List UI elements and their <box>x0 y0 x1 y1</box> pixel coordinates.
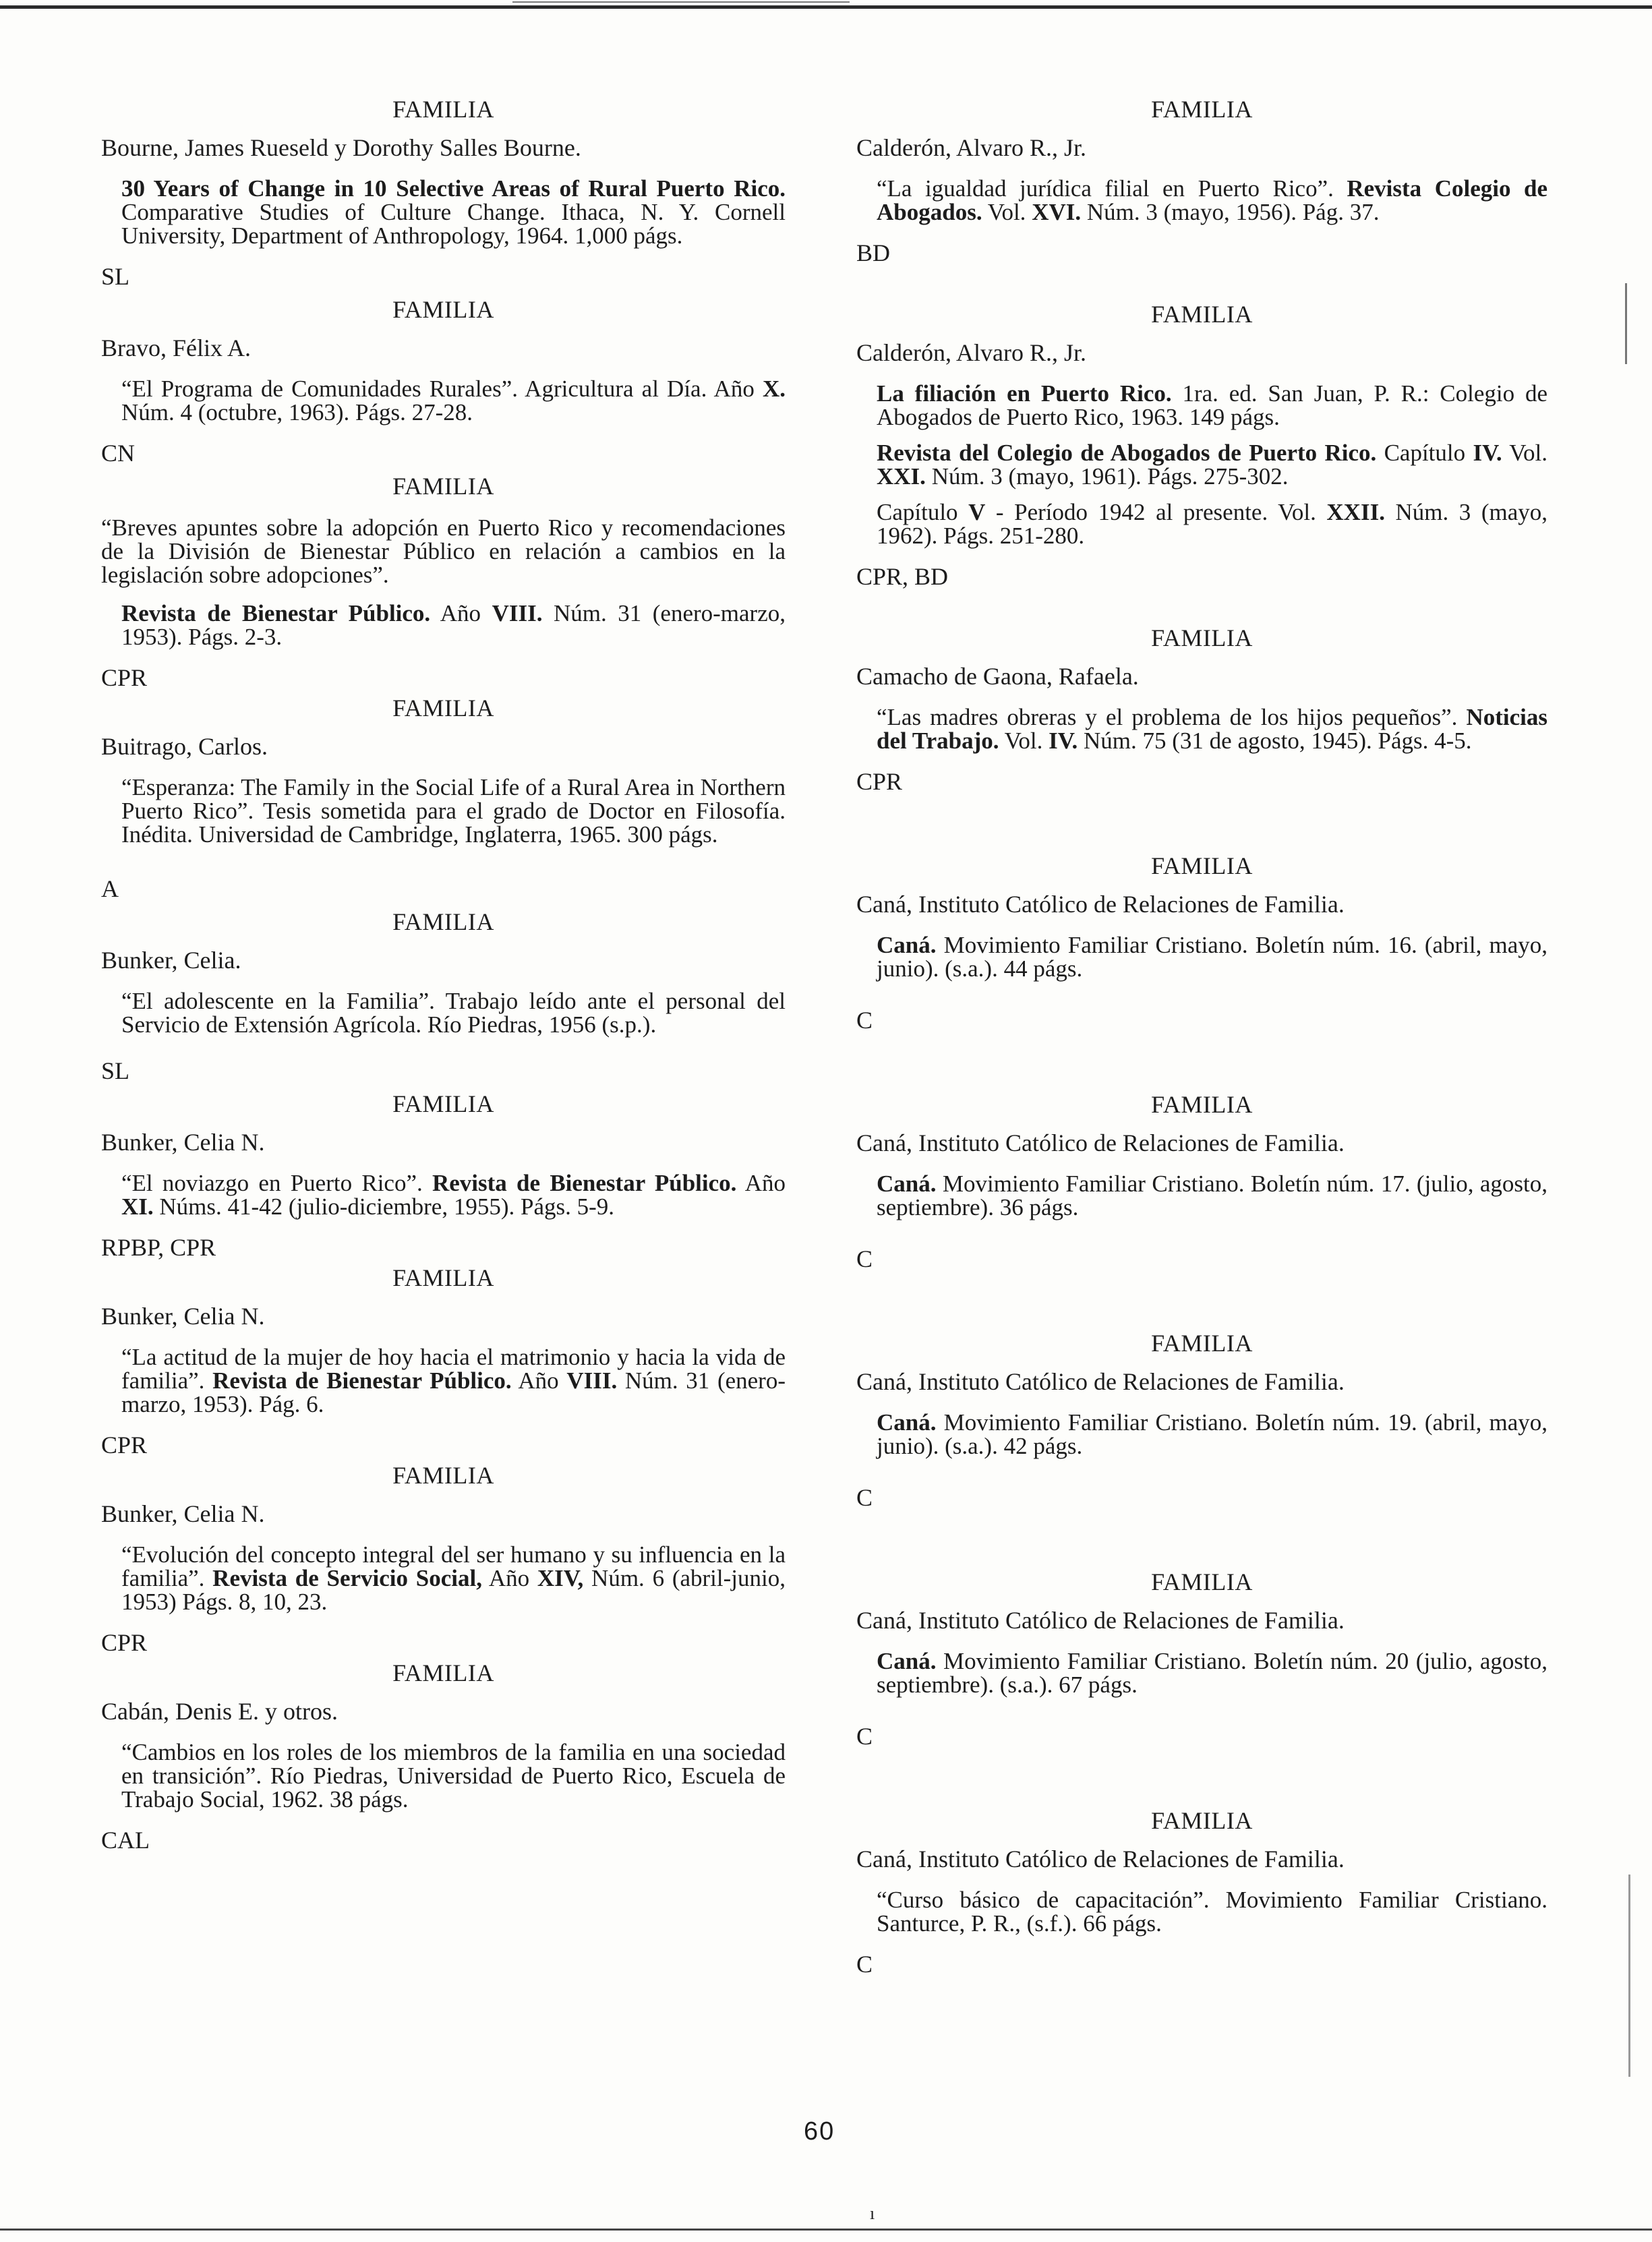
entry-author: Calderón, Alvaro R., Jr. <box>856 339 1086 366</box>
entry-author: Bunker, Celia. <box>101 947 241 974</box>
entry-text: Año <box>511 1367 567 1394</box>
entry-code: SL <box>101 1057 130 1084</box>
scan-edge-mark <box>1625 283 1627 364</box>
entry-code: BD <box>856 239 891 266</box>
entry-heading: FAMILIA <box>1151 301 1253 328</box>
entry-description <box>121 1345 786 1416</box>
entry-publication: Movimiento Familiar Cristiano. Boletín núm. 16. (abril, mayo, junio). (s.a.). 44 págs. <box>877 932 1547 982</box>
entry-text: Núm. 31 (enero-marzo, 1953). Págs. 2-3. <box>121 600 786 650</box>
entry-volume: XIV, <box>537 1565 584 1591</box>
entry-breves-apuntes <box>101 471 786 692</box>
right-column <box>856 94 1547 1978</box>
bottom-mark: ı <box>870 2204 875 2223</box>
entry-author: Caná, Instituto Católico de Relaciones de Familia. <box>856 1607 1345 1634</box>
entry-heading: FAMILIA <box>1151 1568 1253 1595</box>
entry-volume: XVI. <box>1032 199 1082 225</box>
entry-code: A <box>101 875 119 902</box>
entry-calderon-igualdad <box>856 94 1547 267</box>
entry-code: SL <box>101 263 130 290</box>
entry-description-2 <box>877 441 1547 488</box>
entry-bunker-adolescente <box>101 907 786 1085</box>
entry-code: CPR <box>101 664 148 691</box>
entry-heading: FAMILIA <box>1151 1091 1253 1118</box>
entry-code: C <box>856 1484 873 1511</box>
entry-cana-16 <box>856 851 1547 1034</box>
entry-code: CPR <box>101 1432 148 1458</box>
entry-description <box>121 1543 786 1614</box>
entry-description <box>877 1172 1547 1219</box>
entry-text: Vol. <box>982 199 1032 225</box>
entry-title: 30 Years of Change in 10 Selective Areas of Rural Puerto Rico. <box>121 175 786 202</box>
entry-journal: Revista de Bienestar Público. <box>121 600 431 626</box>
entry-description-3 <box>877 500 1547 548</box>
entry-title: “La actitud de la mujer de hoy hacia el matrimonio y hacia la vida de familia”. <box>121 1344 786 1394</box>
entry-author: Camacho de Gaona, Rafaela. <box>856 663 1139 690</box>
entry-author: Caná, Instituto Católico de Relaciones de Familia. <box>856 1846 1345 1872</box>
entry-description: “Esperanza: The Family in the Social Life of a Rural Area in Northern Puerto Rico”. Tesis sometida para el grado de Doctor en Filosofía. Inédita. Universidad de Cambridge, Inglaterra, 1965. 300 págs. <box>121 774 786 848</box>
entry-code: C <box>856 1951 873 1978</box>
entry-heading: FAMILIA <box>392 1462 494 1489</box>
entry-publication: Movimiento Familiar Cristiano. Boletín núm. 20 (julio, agosto, septiembre). (s.a.). 67 págs. <box>877 1648 1547 1698</box>
entry-description: “Cambios en los roles de los miembros de la familia en una sociedad en transición”. Río Piedras, Universidad de Puerto Rico, Escuela de Trabajo Social, 1962. 38 págs. <box>121 1739 786 1812</box>
left-column <box>101 94 786 1854</box>
entry-text: Vol. <box>1502 440 1547 466</box>
entry-bunker-noviazgo <box>101 1089 786 1262</box>
entry-heading: FAMILIA <box>392 695 494 721</box>
entry-cana-17 <box>856 1090 1547 1273</box>
entry-text: Vol. <box>999 728 1049 754</box>
entry-author: Bunker, Celia N. <box>101 1303 265 1330</box>
entry-journal: Revista del Colegio de Abogados de Puerto Rico. <box>877 440 1377 466</box>
entry-code: CPR <box>856 768 903 795</box>
entry-description <box>877 1411 1547 1458</box>
entry-bunker-evolucion <box>101 1461 786 1657</box>
entry-heading: FAMILIA <box>1151 1807 1253 1834</box>
entry-volume: XXI. <box>877 463 926 490</box>
entry-description <box>121 177 786 247</box>
entry-title: Caná. <box>877 932 937 958</box>
entry-code: C <box>856 1007 873 1034</box>
entry-title: Caná. <box>877 1648 937 1674</box>
entry-publication: Movimiento Familiar Cristiano. Boletín núm. 17. (julio, agosto, septiembre). 36 págs. <box>877 1171 1547 1220</box>
entry-volume: VIII. <box>492 600 543 626</box>
entry-camacho <box>856 623 1547 796</box>
entry-chapter: IV. <box>1473 440 1502 466</box>
entry-caban <box>101 1658 786 1854</box>
entry-code: C <box>856 1723 873 1750</box>
entry-description <box>121 377 786 424</box>
entry-text: Núms. 41-42 (julio-diciembre, 1955). Págs. 5-9. <box>153 1193 615 1220</box>
entry-publication: Movimiento Familiar Cristiano. Boletín núm. 19. (abril, mayo, junio). (s.a.). 42 págs. <box>877 1409 1547 1459</box>
entry-author: Bunker, Celia N. <box>101 1500 265 1527</box>
entry-title: Caná. <box>877 1409 937 1436</box>
entry-title: “Evolución del concepto integral del ser humano y su influencia en la familia”. <box>121 1541 786 1591</box>
entry-author: Caná, Instituto Católico de Relaciones de Familia. <box>856 1368 1345 1395</box>
entry-cana-20 <box>856 1567 1547 1750</box>
entry-author: Calderón, Alvaro R., Jr. <box>856 134 1086 161</box>
entry-description: “El adolescente en la Familia”. Trabajo leído ante el personal del Servicio de Extensión Agrícola. Río Piedras, 1956 (s.p.). <box>121 988 786 1038</box>
entry-text: Núm. 3 (mayo, 1962). Págs. 251-280. <box>877 499 1547 549</box>
entry-journal: Revista de Bienestar Público. <box>212 1367 512 1394</box>
entry-heading: FAMILIA <box>1151 624 1253 651</box>
entry-bourne <box>101 94 786 291</box>
entry-bunker-actitud <box>101 1263 786 1459</box>
entry-volume: IV. <box>1049 728 1078 754</box>
entry-heading: FAMILIA <box>392 1090 494 1117</box>
entry-author: Caná, Instituto Católico de Relaciones de Familia. <box>856 1129 1345 1156</box>
entry-description: “Breves apuntes sobre la adopción en Puerto Rico y recomendaciones de la División de Bienestar Público en relación a cambios en la legislación sobre adopciones”. <box>101 514 786 588</box>
entry-text: Capítulo <box>1376 440 1473 466</box>
entry-code: CPR <box>101 1629 148 1656</box>
entry-title: “Las madres obreras y el problema de los hijos pequeños”. <box>877 704 1467 730</box>
entry-journal: Revista de Bienestar Público. <box>432 1170 737 1196</box>
entry-text: - Período 1942 al presente. Vol. <box>985 499 1327 525</box>
top-rule <box>0 5 1652 9</box>
entry-journal: Revista de Servicio Social, <box>212 1565 482 1591</box>
entry-text: Núm. 75 (31 de agosto, 1945). Págs. 4-5. <box>1078 728 1472 754</box>
entry-heading: FAMILIA <box>1151 1330 1253 1357</box>
entry-volume: XI. <box>121 1193 154 1220</box>
entry-text: Capítulo <box>877 499 969 525</box>
entry-author: Caná, Instituto Católico de Relaciones de Familia. <box>856 891 1345 918</box>
entry-calderon-filiacion <box>856 299 1547 591</box>
entry-buitrago <box>101 693 786 903</box>
entry-publication <box>121 601 786 649</box>
scan-edge-mark <box>1628 1875 1630 2077</box>
entry-volume: VIII. <box>566 1367 618 1394</box>
entry-chapter: V <box>968 499 986 525</box>
entry-description <box>877 705 1547 753</box>
entry-bravo <box>101 295 786 467</box>
entry-title: “La igualdad jurídica filial en Puerto Rico”. <box>877 175 1347 202</box>
bottom-rule <box>0 2229 1652 2231</box>
entry-code: RPBP, CPR <box>101 1234 216 1261</box>
entry-code: CN <box>101 440 136 467</box>
entry-author: Bourne, James Rueseld y Dorothy Salles Bourne. <box>101 134 581 161</box>
entry-heading: FAMILIA <box>392 908 494 935</box>
entry-cana-curso <box>856 1806 1547 1978</box>
entry-description: “Curso básico de capacitación”. Movimiento Familiar Cristiano. Santurce, P. R., (s.f.). 66 págs. <box>877 1887 1547 1937</box>
entry-heading: FAMILIA <box>392 473 494 500</box>
entry-text: Núm. 6 (abril-junio, 1953) Págs. 8, 10, 23. <box>121 1565 786 1615</box>
entry-volume: X. <box>762 376 786 402</box>
entry-heading: FAMILIA <box>1151 96 1253 123</box>
entry-description <box>877 177 1547 224</box>
entry-author: Buitrago, Carlos. <box>101 733 268 760</box>
entry-title: La filiación en Puerto Rico. <box>877 380 1172 407</box>
entry-author: Bravo, Félix A. <box>101 334 251 361</box>
entry-title: “El noviazgo en Puerto Rico”. <box>121 1170 432 1196</box>
entry-description <box>877 933 1547 980</box>
page-number: 60 <box>804 2117 835 2146</box>
entry-cana-19 <box>856 1328 1547 1512</box>
entry-description <box>121 1171 786 1218</box>
entry-heading: FAMILIA <box>1151 852 1253 879</box>
entry-code: C <box>856 1245 873 1272</box>
entry-publication: Núm. 4 (octubre, 1963). Págs. 27-28. <box>121 399 473 425</box>
top-rule-thin <box>512 1 850 3</box>
entry-journal: Noticias del Trabajo. <box>877 704 1547 754</box>
entry-text: Núm. 31 (enero-marzo, 1953). Pág. 6. <box>121 1367 786 1417</box>
entry-publication: 1ra. ed. San Juan, P. R.: Colegio de Abogados de Puerto Rico, 1963. 149 págs. <box>877 380 1547 430</box>
entry-description <box>877 382 1547 429</box>
entry-description <box>877 1649 1547 1697</box>
entry-text: Núm. 3 (mayo, 1956). Pág. 37. <box>1081 199 1380 225</box>
entry-heading: FAMILIA <box>392 1659 494 1686</box>
entry-volume: XXII. <box>1326 499 1385 525</box>
entry-heading: FAMILIA <box>392 96 494 123</box>
entry-code: CPR, BD <box>856 563 949 590</box>
entry-heading: FAMILIA <box>392 296 494 323</box>
entry-text: Año <box>736 1170 786 1196</box>
entry-code: CAL <box>101 1827 150 1854</box>
entry-publication: Comparative Studies of Culture Change. Ithaca, N. Y. Cornell University, Department of Anthropology, 1964. 1,000 págs. <box>121 199 786 249</box>
entry-journal: Revista Colegio de Abogados. <box>877 175 1547 225</box>
entry-text: Núm. 3 (mayo, 1961). Págs. 275-302. <box>925 463 1289 490</box>
entry-text: Año <box>430 600 492 626</box>
entry-heading: FAMILIA <box>392 1264 494 1291</box>
entry-text: Año <box>482 1565 537 1591</box>
entry-author: Cabán, Denis E. y otros. <box>101 1698 338 1725</box>
entry-title: Caná. <box>877 1171 937 1197</box>
entry-author: Bunker, Celia N. <box>101 1129 265 1156</box>
entry-title: “El Programa de Comunidades Rurales”. Agricultura al Día. Año <box>121 376 763 402</box>
